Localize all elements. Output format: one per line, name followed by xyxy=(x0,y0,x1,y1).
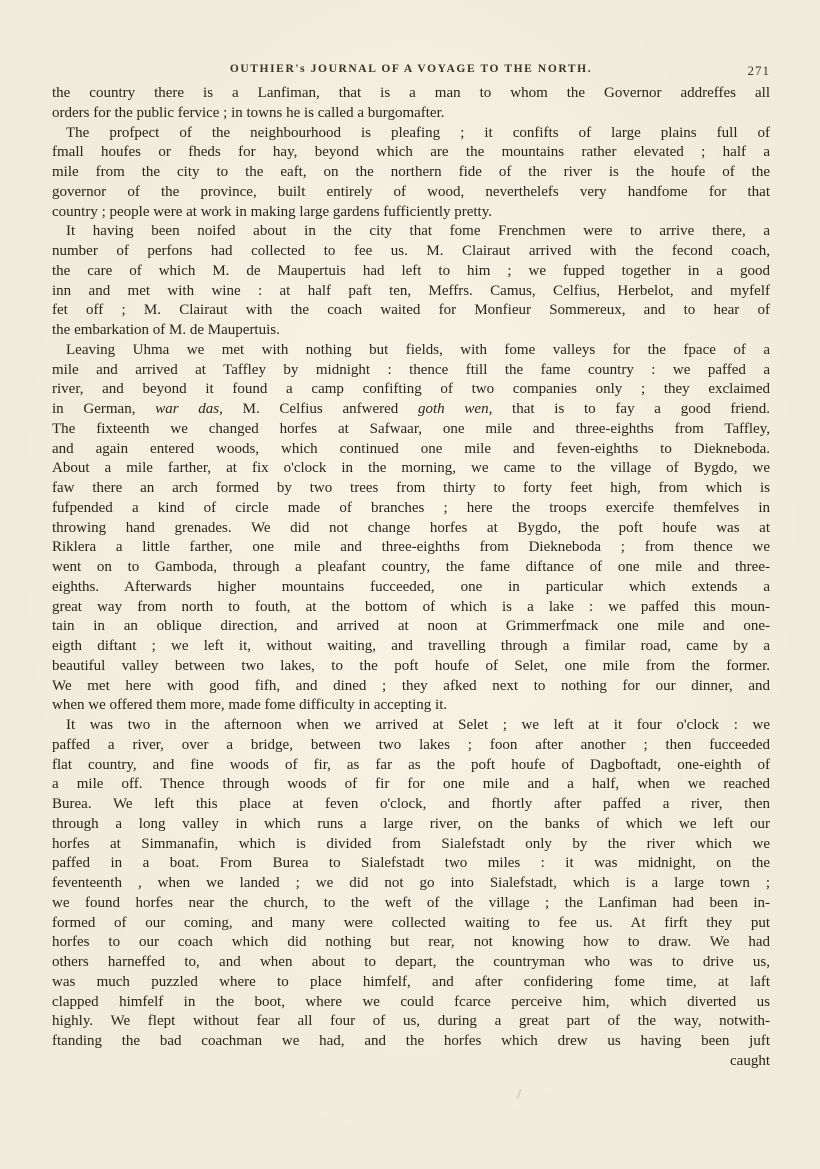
text-line: clapped himfelf in the boot, where we could fcarce perceive him, which diverted us xyxy=(52,993,770,1010)
text-line: faw there an arch formed by two trees from thirty to forty feet high, from which is xyxy=(52,480,770,496)
text-line: Riklera a little farther, one mile and three-eighths from Diekneboda ; from thence we xyxy=(52,539,770,556)
text-line: mile and arrived at Taffley by midnight : thence ftill the fame country : we paffed a xyxy=(52,361,770,378)
text-line xyxy=(52,400,770,420)
text-line: inn and met with wine : at half paft ten, Meffrs. Camus, Celfius, Herbelot, and myfelf xyxy=(52,282,770,299)
text-line: The profpect of the neighbourhood is pleafing ; it confifts of large plains full of xyxy=(66,124,770,141)
running-title: OUTHIER's JOURNAL OF A VOYAGE TO THE NORTH. xyxy=(229,63,593,75)
text-line: orders for the public fervice ; in towns he is called a burgomafter. xyxy=(52,104,445,121)
text-line: when we offered them more, made fome difficulty in accepting it. xyxy=(52,697,448,714)
text-line: beautiful valley between two lakes, to the poft houfe of Selet, one mile from the former. xyxy=(52,657,770,674)
text-line: eighths. Afterwards higher mountains fucceeded, one in particular which extends a xyxy=(52,578,770,595)
running-head xyxy=(52,63,770,83)
text-line: the country there is a Lanfiman, that is a man to whom the Governor addreffes all xyxy=(52,85,770,101)
catchword: caught xyxy=(730,1052,770,1069)
text-line: number of perfons had collected to fee us. M. Clairaut arrived with the fecond coach, xyxy=(52,243,770,259)
text-line: horfes at Simmanafin, which is divided from Sialefstadt only by the river which we xyxy=(52,835,770,852)
text-line: flat country, and fine woods of fir, as far as the poft houfe of Dagboftadt, one-eighth of xyxy=(52,756,770,773)
text-line: throwing hand grenades. We did not change horfes at Bygdo, the poft houfe was at xyxy=(52,519,770,536)
text-line: the care of which M. de Maupertuis had left to him ; we fupped together in a good xyxy=(52,262,770,279)
text-line: fufpended a kind of circle made of branches ; here the troops exercife themfelves in xyxy=(52,499,770,516)
text-run: that is to fay a good friend. xyxy=(492,401,770,417)
text-line: horfes to our coach which did nothing but rear, not knowing how to draw. We had xyxy=(52,934,770,951)
text-run: M. Celfius anfwered xyxy=(222,401,419,417)
page-number: 271 xyxy=(747,63,770,78)
text-line: Burea. We left this place at feven o'clock, and fhortly after paffed a river, then xyxy=(52,796,770,812)
text-line: governor of the province, built entirely of wood, neverthelefs very handfome for that xyxy=(52,183,770,200)
text-line: the embarkation of M. de Maupertuis. xyxy=(52,322,280,338)
text-line: It having been noifed about in the city that fome Frenchmen were to arrive there, a xyxy=(66,223,770,240)
italic-phrase: war das, xyxy=(155,401,223,417)
text-line: went on to Gamboda, through a pleafant country, the fame diftance of one mile and three- xyxy=(52,559,770,575)
text-line: It was two in the afternoon when we arrived at Selet ; we left at it four o'clock : we xyxy=(66,717,770,733)
text-line: formed of our coming, and many were collected waiting to fee us. At firft they put xyxy=(52,914,770,931)
text-run: in German, xyxy=(52,401,156,417)
text-line: fet off ; M. Clairaut with the coach waited for Monfieur Sommereux, and to hear of xyxy=(52,302,770,319)
text-line: paffed in a boat. From Burea to Sialefstadt two miles : it was midnight, on the xyxy=(52,855,770,872)
text-line: The fixteenth we changed horfes at Safwaar, one mile and three-eighths from Taffley, xyxy=(52,420,770,437)
text-line: feventeenth , when we landed ; we did not go into Sialefstadt, which is a large town ; xyxy=(52,875,770,891)
text-line: river, and beyond it found a camp confifting of two companies only ; they exclaimed xyxy=(52,381,770,398)
text-line: Leaving Uhma we met with nothing but fields, with fome valleys for the fpace of a xyxy=(66,341,770,358)
text-line: We met here with good fifh, and dined ; they afked next to nothing for our dinner, and xyxy=(52,677,770,694)
paper-mark xyxy=(516,1089,521,1099)
text-line: tain in an oblique direction, and arrived at noon at Grimmerfmack one mile and one- xyxy=(52,618,770,635)
text-line: mile from the city to the eaft, on the northern fide of the river is the houfe of the xyxy=(52,164,770,180)
text-line: eigth diftant ; we left it, without waiting, and travelling through a fimilar road, came by a xyxy=(52,638,770,654)
text-line: paffed a river, over a bridge, between two lakes ; foon after another ; then fucceeded xyxy=(52,736,770,753)
text-line: About a mile farther, at fix o'clock in the morning, we came to the village of Bygdo, we xyxy=(52,460,770,477)
body-text xyxy=(52,84,770,1072)
text-line: a mile off. Thence through woods of fir for one mile and a half, when we reached xyxy=(52,776,770,793)
text-line: fmall houfes or fheds for hay, beyond which are the mountains rather elevated ; half a xyxy=(52,144,770,161)
italic-phrase: goth wen, xyxy=(418,401,493,417)
text-line: ftanding the bad coachman we had, and the horfes which drew us having been juft xyxy=(52,1033,770,1049)
text-line: we found horfes near the church, to the weft of the village ; the Lanfiman had been in- xyxy=(52,894,770,911)
text-line: highly. We flept without fear all four of us, during a great part of the way, notwith- xyxy=(52,1013,770,1030)
text-line: country ; people were at work in making large gardens fufficiently pretty. xyxy=(52,203,492,220)
text-line: through a long valley in which runs a large river, on the banks of which we left our xyxy=(52,815,770,832)
text-line: others harneffed to, and when about to depart, the countryman who was to drive us, xyxy=(52,954,770,970)
text-line: and again entered woods, which continued one mile and feven-eighths to Diekneboda. xyxy=(52,440,770,457)
text-line: great way from north to fouth, at the bottom of which is a lake : we paffed this moun- xyxy=(52,598,770,615)
text-line: was much puzzled where to place himfelf, and after confidering fome time, at laft xyxy=(52,973,770,990)
